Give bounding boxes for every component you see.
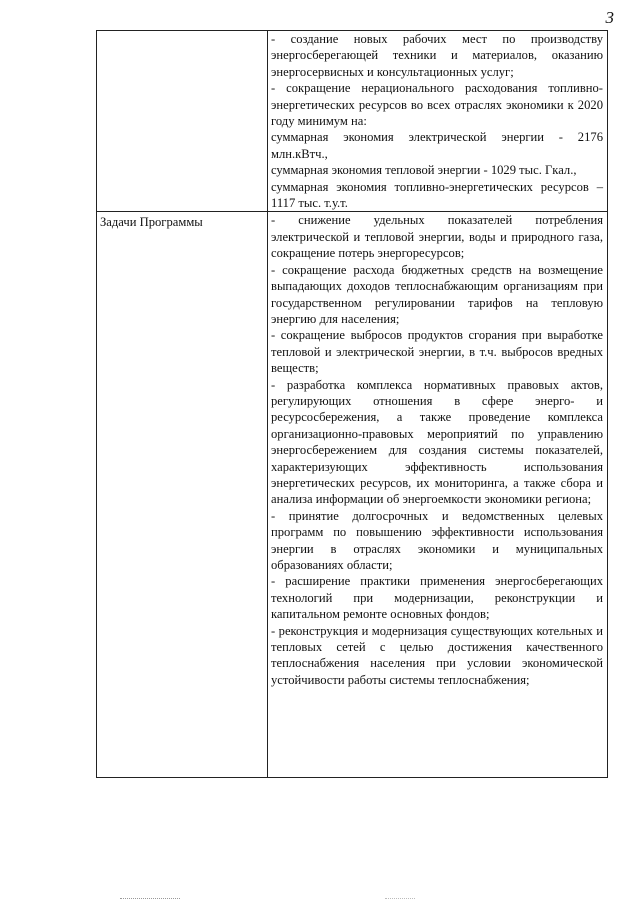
paragraph: - разработка комплекса нормативных правовых актов, регулирующих отношения в сфере энерго- и ресурсосбережения, а также проведение комплекса организационно-правовых мероприятий по управлению энергосбережением для создания системы показателей, характеризующих эффективность использования энергетических ресурсов, их мониторинга, а также сбора и анализа информации об энергоемкости экономики региона; <box>271 377 603 507</box>
paragraph: - создание новых рабочих мест по производству энергосберегающей техники и материалов, оказанию энергосервисных и консультационных услуг; <box>271 32 603 79</box>
paragraph: суммарная экономия топливно-энергетических ресурсов – 1117 тыс. т.у.т. <box>271 179 603 211</box>
row-label <box>97 31 267 35</box>
page-number: 3 <box>605 8 614 27</box>
row-label: Задачи Программы <box>100 215 203 230</box>
row-value-text <box>268 212 607 688</box>
row-label-cell <box>97 31 268 212</box>
row-value-cell <box>268 212 608 778</box>
scan-artifact <box>385 898 415 899</box>
paragraph: - снижение удельных показателей потребления электрической и тепловой энергии, воды и природного газа, сокращение потерь энергоресурсов; <box>271 213 603 261</box>
paragraph: суммарная экономия электрической энергии - 2176 млн.кВтч., <box>271 130 603 161</box>
paragraph: - расширение практики применения энергосберегающих технологий при модернизации, реконструкции и капитальном ремонте основных фондов; <box>271 574 603 622</box>
row-value-text <box>268 31 607 211</box>
table-row <box>97 212 608 778</box>
paragraph: суммарная экономия тепловой энергии - 1029 тыс. Гкал., <box>271 163 577 178</box>
table-row <box>97 31 608 212</box>
paragraph: - сокращение нерационального расходования топливно-энергетических ресурсов во всех отраслях экономики к 2020 году минимум на: <box>271 81 603 129</box>
row-value-cell <box>268 31 608 212</box>
paragraph: - сокращение расхода бюджетных средств на возмещение выпадающих доходов теплоснабжающим организациям при государственном регулировании тарифов на тепловую энергию для населения; <box>271 262 603 326</box>
paragraph: - сокращение выбросов продуктов сгорания при выработке тепловой и электрической энергии, в т.ч. выбросов вредных веществ; <box>271 328 603 376</box>
program-passport-table <box>96 30 608 778</box>
paragraph: - принятие долгосрочных и ведомственных целевых программ по повышению эффективности использования энергии в отраслях экономики и муниципальных образованиях области; <box>271 508 603 572</box>
row-label-cell <box>97 212 268 778</box>
scan-artifact <box>120 898 180 899</box>
paragraph: - реконструкция и модернизация существующих котельных и тепловых сетей с целью достижения качественного теплоснабжения населения при условии экономической устойчивости работы системы теплоснабжения; <box>271 623 603 687</box>
